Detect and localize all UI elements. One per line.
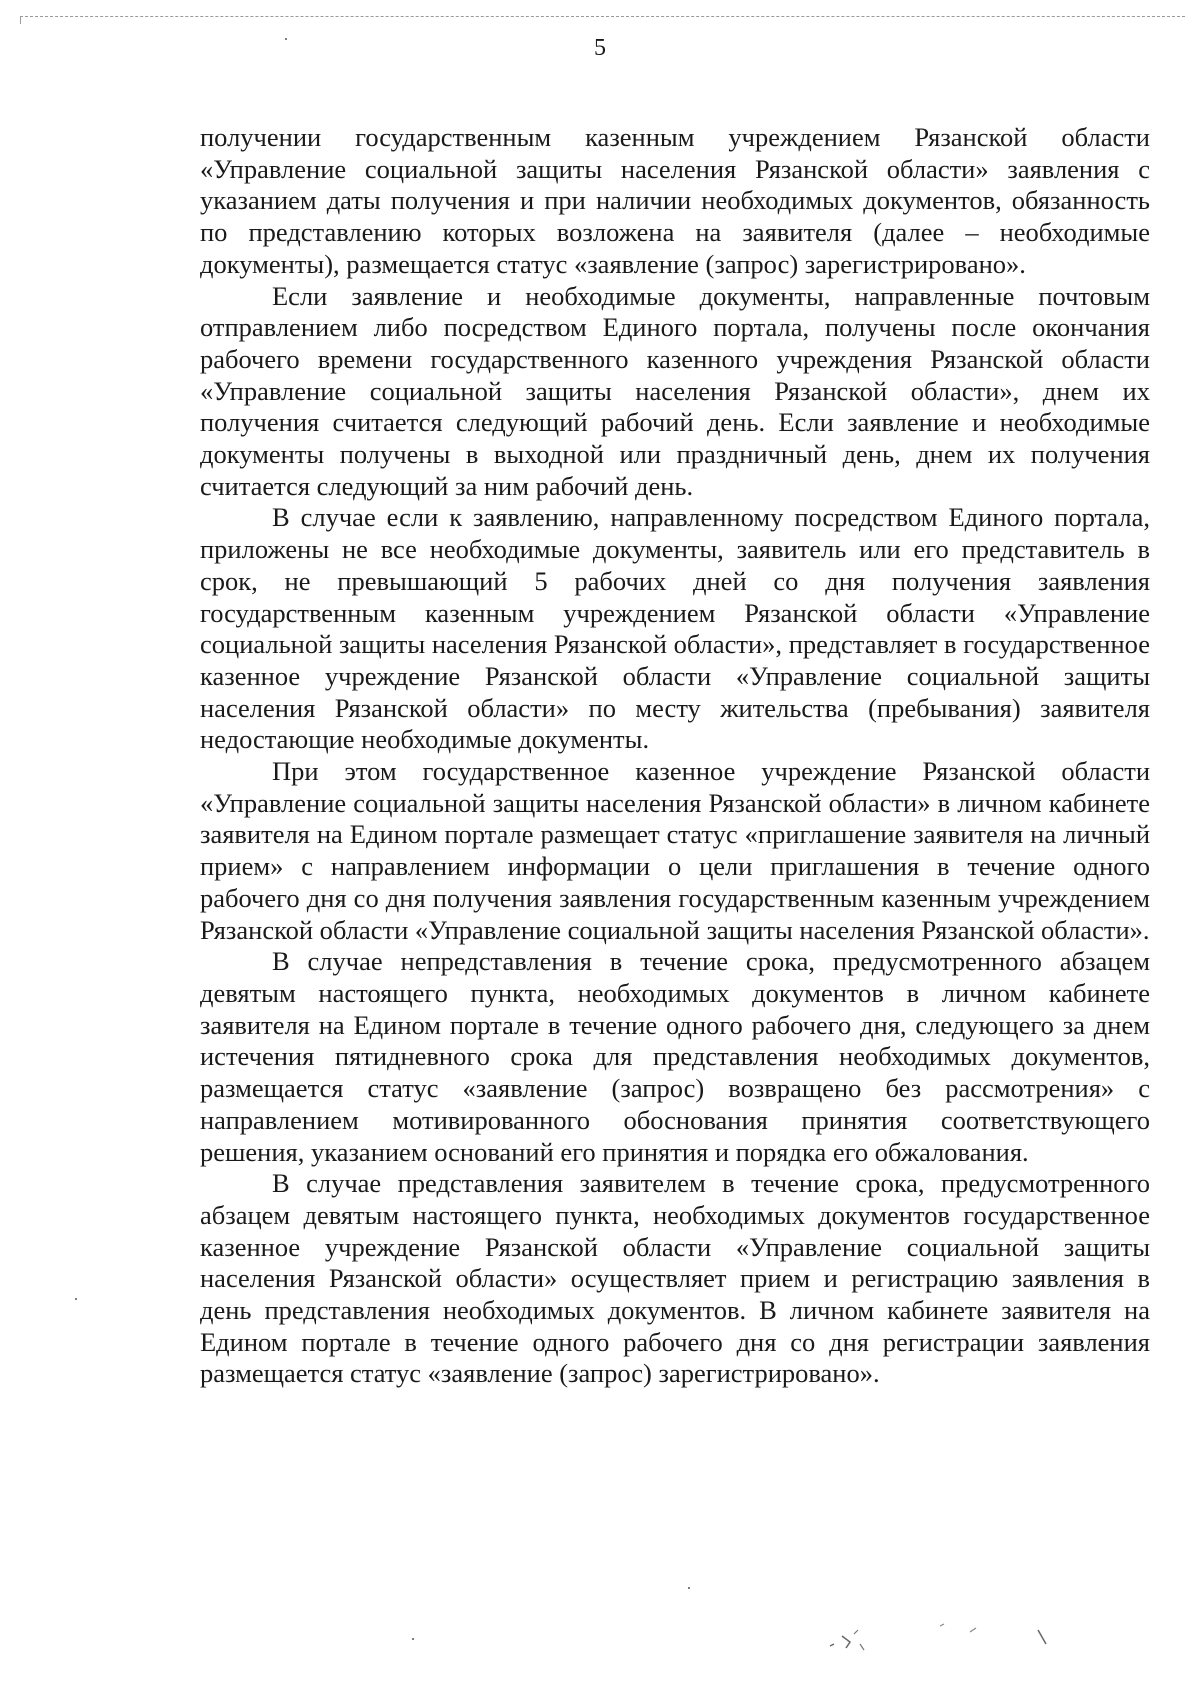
scan-speck	[75, 1298, 77, 1300]
paragraph: В случае если к заявлению, направленному посредством Единого портала, приложены не все необходимые документы, заявитель или его представитель в срок, не превышающий 5 рабочих дней со дня получения заявления государственным казенным учреждением Рязанской области «Управление социальной защиты населения Рязанской области», представляет в государственное казенное учреждение Рязанской области «Управление социальной защиты населения Рязанской области» по месту жительства (пребывания) заявителя недостающие необходимые документы.	[200, 502, 1150, 755]
scan-edge-line	[20, 16, 1185, 17]
paragraph: Если заявление и необходимые документы, направленные почтовым отправлением либо посредством Единого портала, получены после окончания рабочего времени государственного казенного учреждения Рязанской области «Управление социальной защиты населения Рязанской области», днем их получения считается следующий рабочий день. Если заявление и необходимые документы получены в выходной или праздничный день, днем их получения считается следующий за ним рабочий день.	[200, 280, 1150, 501]
document-body	[200, 122, 1150, 1390]
paragraph-continuation: получении государственным казенным учреждением Рязанской области «Управление социальной защиты населения Рязанской области» заявления с указанием даты получения и при наличии необходимых документов, обязанность по представлению которых возложена на заявителя (далее – необходимые документы), размещается статус «заявление (запрос) зарегистрировано».	[200, 122, 1150, 279]
scan-speck	[688, 1587, 690, 1589]
scan-edge-tick	[20, 16, 21, 24]
scan-speck	[285, 38, 287, 40]
paragraph: В случае представления заявителем в течение срока, предусмотренного абзацем девятым настоящего пункта, необходимых документов государственное казенное учреждение Рязанской области «Управление социальной защиты населения Рязанской области» осуществляет прием и регистрацию заявления в день представления необходимых документов. В личном кабинете заявителя на Едином портале в течение одного рабочего дня со дня регистрации заявления размещается статус «заявление (запрос) зарегистрировано».	[200, 1168, 1150, 1389]
paragraph: В случае непредставления в течение срока, предусмотренного абзацем девятым настоящего пункта, необходимых документов в личном кабинете заявителя на Едином портале в течение одного рабочего дня, следующего за днем истечения пятидневного срока для представления необходимых документов, размещается статус «заявление (запрос) возвращено без рассмотрения» с направлением мотивированного обоснования принятия соответствующего решения, указанием оснований его принятия и порядка его обжалования.	[200, 946, 1150, 1167]
paragraph: При этом государственное казенное учреждение Рязанской области «Управление социальной защиты населения Рязанской области» в личном кабинете заявителя на Едином портале размещает статус «приглашение заявителя на личный прием» с направлением информации о цели приглашения в течение одного рабочего дня со дня получения заявления государственным казенным учреждением Рязанской области «Управление социальной защиты населения Рязанской области».	[200, 756, 1150, 945]
scan-speck	[412, 1638, 414, 1640]
scan-artifact-marks	[820, 1606, 1070, 1656]
page-number: 5	[594, 35, 606, 61]
